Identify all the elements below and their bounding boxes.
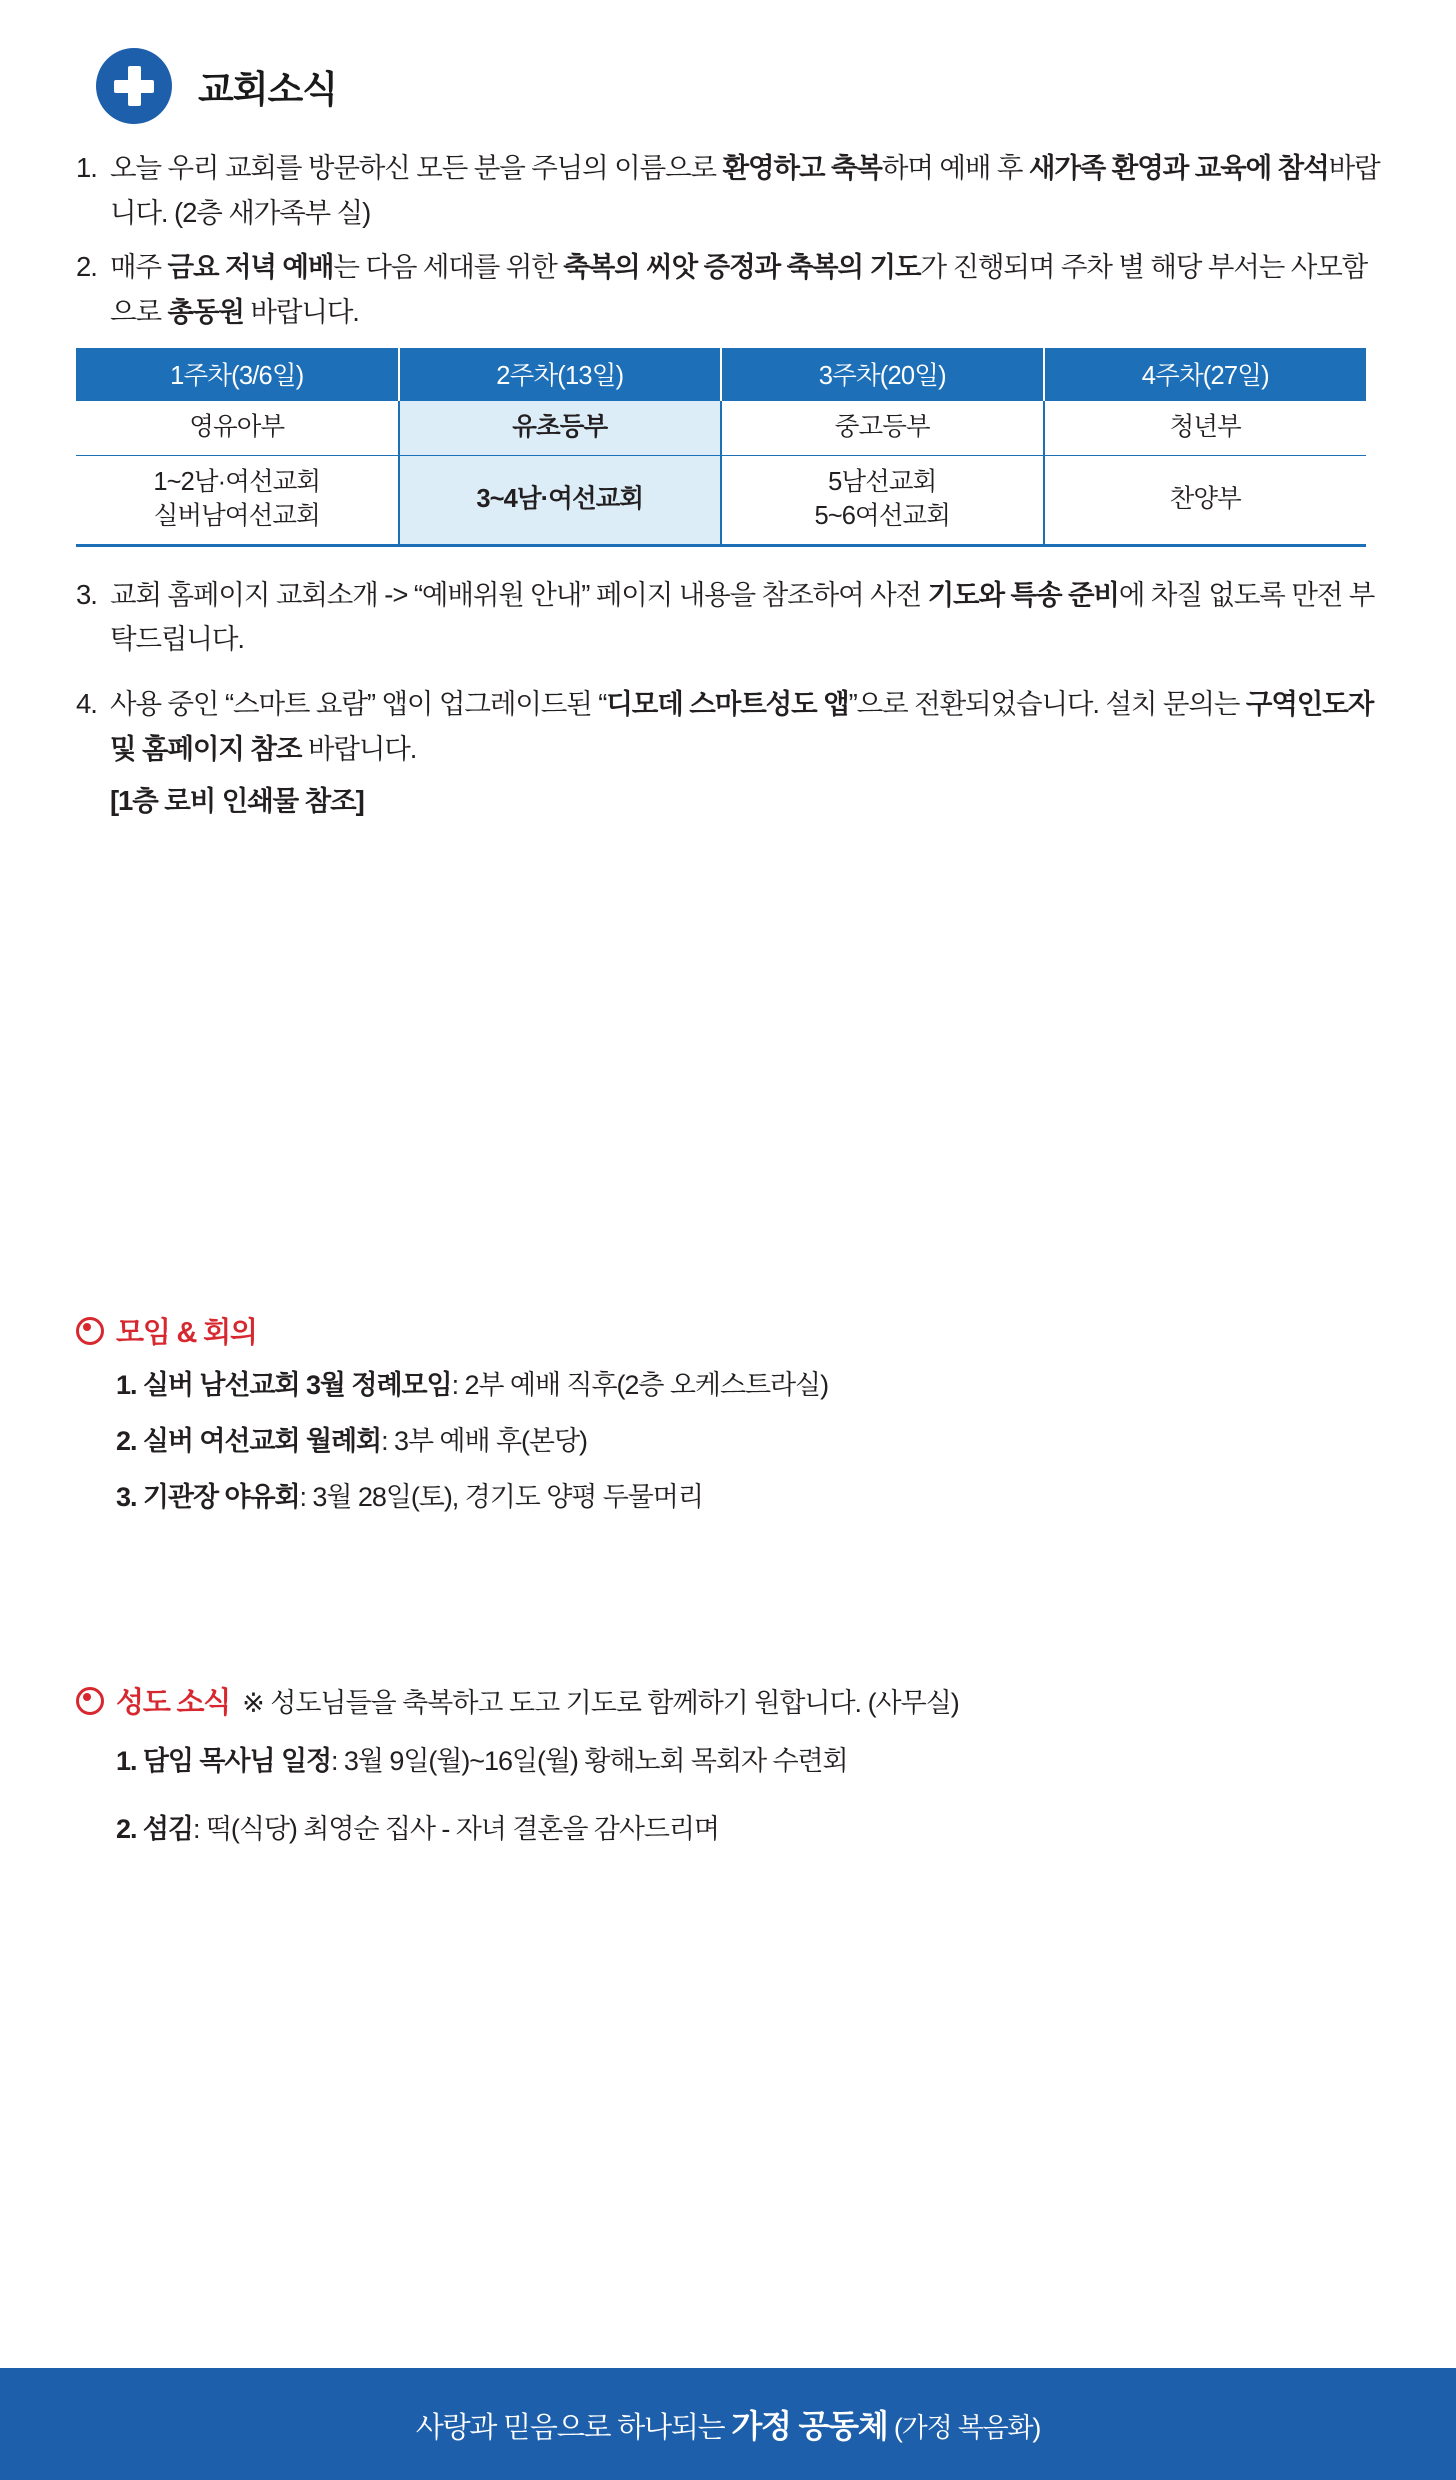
plain-text: ”으로 전환되었습니다. 설치 문의는 bbox=[848, 688, 1246, 719]
meeting-section bbox=[76, 1310, 1396, 1533]
table-cell: 청년부 bbox=[1044, 401, 1367, 455]
plain-text: 사용 중인 “스마트 요람” 앱이 업그레이드된 “ bbox=[110, 688, 607, 719]
notice-item bbox=[76, 146, 1386, 235]
footer-pre: 사랑과 믿음으로 하나되는 bbox=[415, 2412, 732, 2444]
emphasis-text: 환영하고 축복 bbox=[722, 152, 882, 183]
notice-footnote bbox=[76, 779, 1386, 824]
table-header-cell: 1주차(3/6일) bbox=[76, 348, 399, 401]
plain-text: 매주 bbox=[110, 251, 168, 283]
circle-dot-icon bbox=[76, 1317, 104, 1345]
plain-text: 하며 예배 후 bbox=[881, 152, 1029, 183]
notice-text bbox=[110, 245, 1386, 334]
news-section-header bbox=[76, 1680, 1406, 1721]
list-item-detail: : 3월 28일(토), 경기도 양평 두물머리 bbox=[299, 1481, 703, 1512]
list-item bbox=[116, 1477, 1396, 1519]
table-header-cell: 4주차(27일) bbox=[1044, 348, 1367, 401]
table-row bbox=[76, 401, 1366, 455]
notice-item bbox=[76, 573, 1386, 662]
notice-list-top bbox=[70, 146, 1386, 334]
plain-text: 바랍니다. bbox=[243, 295, 359, 327]
notice-number: 1. bbox=[76, 152, 97, 183]
list-item-number: 3. bbox=[116, 1481, 137, 1512]
notice-number: 2. bbox=[76, 251, 97, 283]
table-cell: 찬양부 bbox=[1044, 456, 1367, 546]
emphasis-text: 디모데 스마트성도 앱 bbox=[606, 688, 849, 719]
schedule-table-wrapper bbox=[76, 348, 1366, 547]
emphasis-text: 금요 저녁 예배 bbox=[167, 251, 334, 283]
schedule-table bbox=[76, 348, 1366, 547]
table-cell: 중고등부 bbox=[721, 401, 1044, 455]
footer-text bbox=[416, 2401, 1040, 2447]
plain-text: 오늘 우리 교회를 방문하신 모든 분을 주님의 이름으로 bbox=[110, 152, 723, 183]
footer-post: (가정 복음화) bbox=[887, 2413, 1041, 2443]
news-section-note: ※ 성도님들을 축복하고 도고 기도로 함께하기 원합니다. (사무실) bbox=[242, 1688, 959, 1718]
list-item bbox=[116, 1809, 1406, 1851]
list-item-label: 실버 여선교회 월례회 bbox=[142, 1425, 382, 1456]
notice-number: 3. bbox=[76, 578, 97, 610]
list-item-label: 담임 목사님 일정 bbox=[142, 1746, 332, 1776]
table-cell: 유초등부 bbox=[399, 401, 722, 455]
footer-strong: 가정 공동체 bbox=[731, 2408, 888, 2444]
emphasis-text: 기도와 특송 준비 bbox=[927, 578, 1119, 610]
list-item-detail: : 2부 예배 직후(2층 오케스트라실) bbox=[451, 1370, 829, 1400]
notice-number: 4. bbox=[76, 688, 97, 719]
table-header-cell: 3주차(20일) bbox=[721, 348, 1044, 401]
cross-badge-icon bbox=[96, 48, 172, 124]
plain-text: 바랍니다. bbox=[301, 732, 417, 764]
emphasis-text: 축복의 씨앗 증정과 축복의 기도 bbox=[563, 251, 921, 283]
notice-text bbox=[110, 682, 1386, 771]
table-cell: 1~2남·여선교회 실버남여선교회 bbox=[76, 456, 399, 546]
list-item-detail: : 3부 예배 후(본당) bbox=[381, 1425, 587, 1456]
plain-text: 에 차질 없도록 만전 부탁드립니다. bbox=[110, 578, 1375, 655]
meeting-section-title: 모임 & 회의 bbox=[116, 1317, 257, 1349]
list-item-label: 섬김 bbox=[142, 1813, 193, 1844]
page-footer bbox=[0, 2368, 1456, 2480]
plain-text: 교회 홈페이지 교회소개 -> “예배위원 안내” 페이지 내용을 참조하여 사전 bbox=[110, 578, 928, 610]
list-item-label: 실버 남선교회 3월 정례모임 bbox=[142, 1370, 452, 1400]
table-row bbox=[76, 456, 1366, 546]
notice-text bbox=[110, 146, 1386, 235]
meeting-section-header bbox=[76, 1310, 1396, 1351]
list-item bbox=[116, 1421, 1396, 1463]
news-item-list bbox=[76, 1741, 1406, 1851]
table-header-cell: 2주차(13일) bbox=[399, 348, 722, 401]
news-section-title: 성도 소식 bbox=[116, 1687, 231, 1719]
list-item-number: 2. bbox=[116, 1813, 137, 1844]
table-cell: 5남선교회 5~6여선교회 bbox=[721, 456, 1044, 546]
list-item-number: 1. bbox=[116, 1370, 137, 1400]
news-section bbox=[76, 1680, 1406, 1865]
notice-item bbox=[76, 682, 1386, 771]
list-item-number: 1. bbox=[116, 1746, 137, 1776]
notice-text bbox=[110, 573, 1386, 662]
notice-footnote-text: [1층 로비 인쇄물 참조] bbox=[110, 785, 364, 817]
table-cell: 영유아부 bbox=[76, 401, 399, 455]
emphasis-text: 구역인도자 및 홈페이지 참조 bbox=[110, 688, 1374, 764]
list-item bbox=[116, 1741, 1406, 1783]
notice-item bbox=[76, 245, 1386, 334]
notice-list-bottom bbox=[70, 573, 1386, 824]
list-item-label: 기관장 야유회 bbox=[142, 1481, 300, 1512]
page-title: 교회소식 bbox=[198, 69, 337, 110]
list-item-detail: : 떡(식당) 최영순 집사 - 자녀 결혼을 감사드리며 bbox=[192, 1813, 719, 1844]
plain-text: 바랍니다. (2층 새가족부 실) bbox=[110, 152, 1380, 228]
list-item-detail: : 3월 9일(월)~16일(월) 황해노회 목회자 수련회 bbox=[331, 1746, 848, 1776]
meeting-item-list bbox=[76, 1365, 1396, 1519]
page-header bbox=[70, 0, 1386, 124]
circle-dot-icon bbox=[76, 1687, 104, 1715]
plain-text: 는 다음 세대를 위한 bbox=[333, 251, 564, 283]
list-item-number: 2. bbox=[116, 1425, 137, 1456]
table-header-row bbox=[76, 348, 1366, 401]
emphasis-text: 총동원 bbox=[167, 295, 244, 327]
emphasis-text: 새가족 환영과 교육에 참석 bbox=[1028, 152, 1329, 183]
list-item bbox=[116, 1365, 1396, 1407]
plain-text: 가 진행되며 주차 별 해당 부서는 사모함으로 bbox=[110, 251, 1368, 327]
table-cell: 3~4남·여선교회 bbox=[399, 456, 722, 546]
